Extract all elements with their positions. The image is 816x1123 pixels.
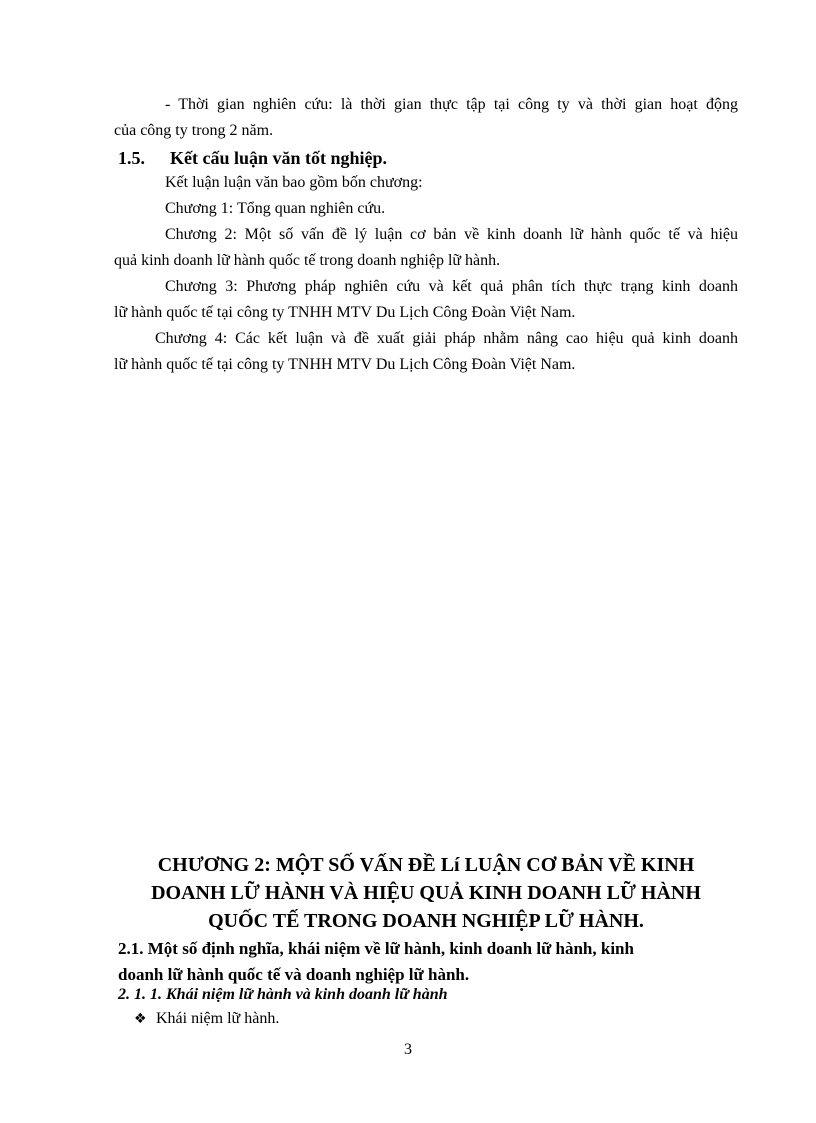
chapter-2-title-line-2: DOANH LỮ HÀNH VÀ HIỆU QUẢ KINH DOANH LỮ HÀNH	[151, 882, 701, 904]
structure-intro: Kết luận luận văn bao gồm bốn chương:	[165, 174, 423, 191]
chapter-2-title-line-3: QUỐC TẾ TRONG DOANH NGHIỆP LỮ HÀNH.	[208, 910, 644, 932]
page-number: 3	[404, 1041, 412, 1058]
section-2-1-heading-line-2: doanh lữ hành quốc tế và doanh nghiệp lữ hành.	[118, 965, 470, 984]
chapter-2-title	[114, 851, 738, 935]
chapter-2-summary-line-2: quả kinh doanh lữ hành quốc tế trong doanh nghiệp lữ hành.	[114, 252, 501, 269]
chapter-2-title-line-1: CHƯƠNG 2: MỘT SỐ VẤN ĐỀ Lí LUẬN CƠ BẢN VỀ KINH	[157, 854, 695, 876]
diamond-bullet-icon: ❖	[134, 1011, 147, 1027]
section-2-1-1-heading: 2. 1. 1. Khái niệm lữ hành và kinh doanh lữ hành	[118, 986, 448, 1003]
chapter-3-summary-line-1: Chương 3: Phương pháp nghiên cứu và kết quả phân tích thực trạng kinh doanh	[165, 278, 738, 295]
section-1-5-title: Kết cấu luận văn tốt nghiệp.	[170, 148, 388, 168]
section-1-5-number: 1.5.	[118, 148, 145, 168]
chapter-3-summary-line-2: lữ hành quốc tế tại công ty TNHH MTV Du Lịch Công Đoàn Việt Nam.	[114, 304, 576, 321]
section-2-1-heading	[118, 936, 738, 988]
chapter-1-summary: Chương 1: Tổng quan nghiên cứu.	[165, 200, 386, 217]
chapter-2-summary-line-1: Chương 2: Một số vấn đề lý luận cơ bản về kinh doanh lữ hành quốc tế và hiệu	[165, 226, 738, 243]
bullet-item	[134, 1006, 279, 1032]
section-2-1-heading-line-1: 2.1. Một số định nghĩa, khái niệm về lữ hành, kinh doanh lữ hành, kinh	[118, 939, 634, 958]
research-time-line-2: của công ty trong 2 năm.	[114, 122, 274, 139]
research-time-line-1: - Thời gian nghiên cứu: là thời gian thực tập tại công ty và thời gian hoạt động	[165, 96, 738, 113]
chapter-4-summary-line-2: lữ hành quốc tế tại công ty TNHH MTV Du Lịch Công Đoàn Việt Nam.	[114, 356, 576, 373]
chapter-4-summary-line-1: Chương 4: Các kết luận và đề xuất giải pháp nhằm nâng cao hiệu quả kinh doanh	[155, 330, 738, 347]
bullet-item-text: Khái niệm lữ hành.	[156, 1010, 280, 1027]
section-1-5-heading	[118, 145, 387, 171]
